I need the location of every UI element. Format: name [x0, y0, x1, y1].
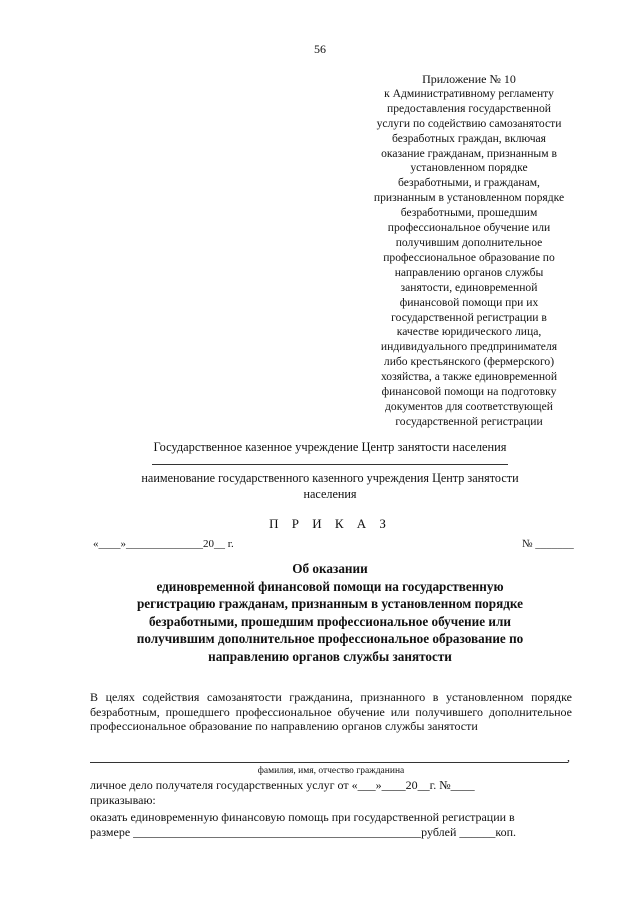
page-number: 56 — [314, 42, 326, 56]
body-paragraph: В целях содействия самозанятости гражданина, признанного в установленном порядке безработным, прошедшего профессиональное обучение или получившего дополнительное профессиональное образование по направлению органов службы занятости — [90, 690, 572, 734]
grant-paragraph — [90, 810, 572, 839]
fio-underline — [90, 762, 568, 763]
order-title-line: Об оказании — [292, 561, 368, 576]
appendix-line: профессиональное образование по — [383, 250, 555, 264]
appendix-line: к Административному регламенту — [384, 86, 554, 100]
institution-caption-line: населения — [303, 487, 357, 501]
order-title-line: регистрацию гражданам, признанным в установленном порядке — [136, 596, 524, 612]
order-heading: П Р И К А З — [269, 516, 391, 531]
appendix-line: установленном порядке — [410, 161, 528, 175]
appendix-line: получившим дополнительное — [395, 235, 543, 249]
appendix-line: финансовой помощи при их — [399, 295, 539, 309]
institution-name: Государственное казенное учреждение Центр занятости населения — [153, 440, 507, 454]
appendix-line: государственной регистрации — [395, 414, 543, 428]
order-title-line: направлению органов службы занятости — [208, 648, 452, 664]
institution-caption — [100, 470, 560, 502]
appendix-block — [360, 72, 578, 430]
appendix-line: хозяйства, а также единовременной — [380, 370, 558, 384]
appendix-heading: Приложение № 10 — [422, 72, 516, 86]
grant-line: оказать единовременную финансовую помощь при государственной регистрации в — [90, 810, 515, 824]
appendix-line: услуги по содействию самозанятости — [376, 116, 562, 130]
order-date-field: «____»______________20__ г. — [93, 538, 234, 550]
appendix-line: безработных граждан, включая — [391, 131, 547, 145]
institution-underline — [152, 464, 508, 465]
grant-line: размере ________________________________________________рублей ______коп. — [90, 824, 517, 839]
appendix-line: финансовой помощи на подготовку — [381, 385, 557, 399]
appendix-line: качестве юридического лица, — [396, 325, 542, 339]
appendix-line: направлению органов службы — [394, 265, 544, 279]
appendix-line: индивидуального предпринимателя — [380, 340, 558, 354]
appendix-line: безработными, и гражданам, — [398, 176, 540, 190]
appendix-line: либо крестьянского (фермерского) — [383, 355, 555, 369]
order-title-line: получившим дополнительное профессиональное образование по — [136, 631, 524, 647]
appendix-line: занятости, единовременной — [400, 280, 538, 294]
appendix-line: оказание гражданам, признанным в — [381, 146, 557, 160]
appendix-line: государственной регистрации в — [391, 310, 547, 324]
appendix-line: безработными, прошедшим — [400, 206, 538, 220]
order-number-field: № _______ — [522, 538, 574, 550]
fio-comma: , — [567, 750, 570, 764]
appendix-line: профессиональное обучение или — [387, 221, 551, 235]
appendix-line: документов для соответствующей — [385, 399, 553, 413]
institution-caption-line: наименование государственного казенного учреждения Центр занятости — [141, 471, 519, 485]
order-title-line: единовременной финансовой помощи на государственную — [156, 578, 504, 594]
appendix-line: признанным в установленном порядке — [373, 191, 565, 205]
case-file-line: личное дело получателя государственных услуг от «___»____20__г. №____ — [90, 778, 475, 792]
order-title-line: безработными, прошедшим профессиональное обучение или — [148, 613, 511, 629]
order-title — [80, 560, 580, 666]
appendix-line: предоставления государственной — [387, 101, 551, 115]
fio-caption: фамилия, имя, отчество гражданина — [257, 766, 405, 776]
orders-word: приказываю: — [90, 793, 156, 807]
